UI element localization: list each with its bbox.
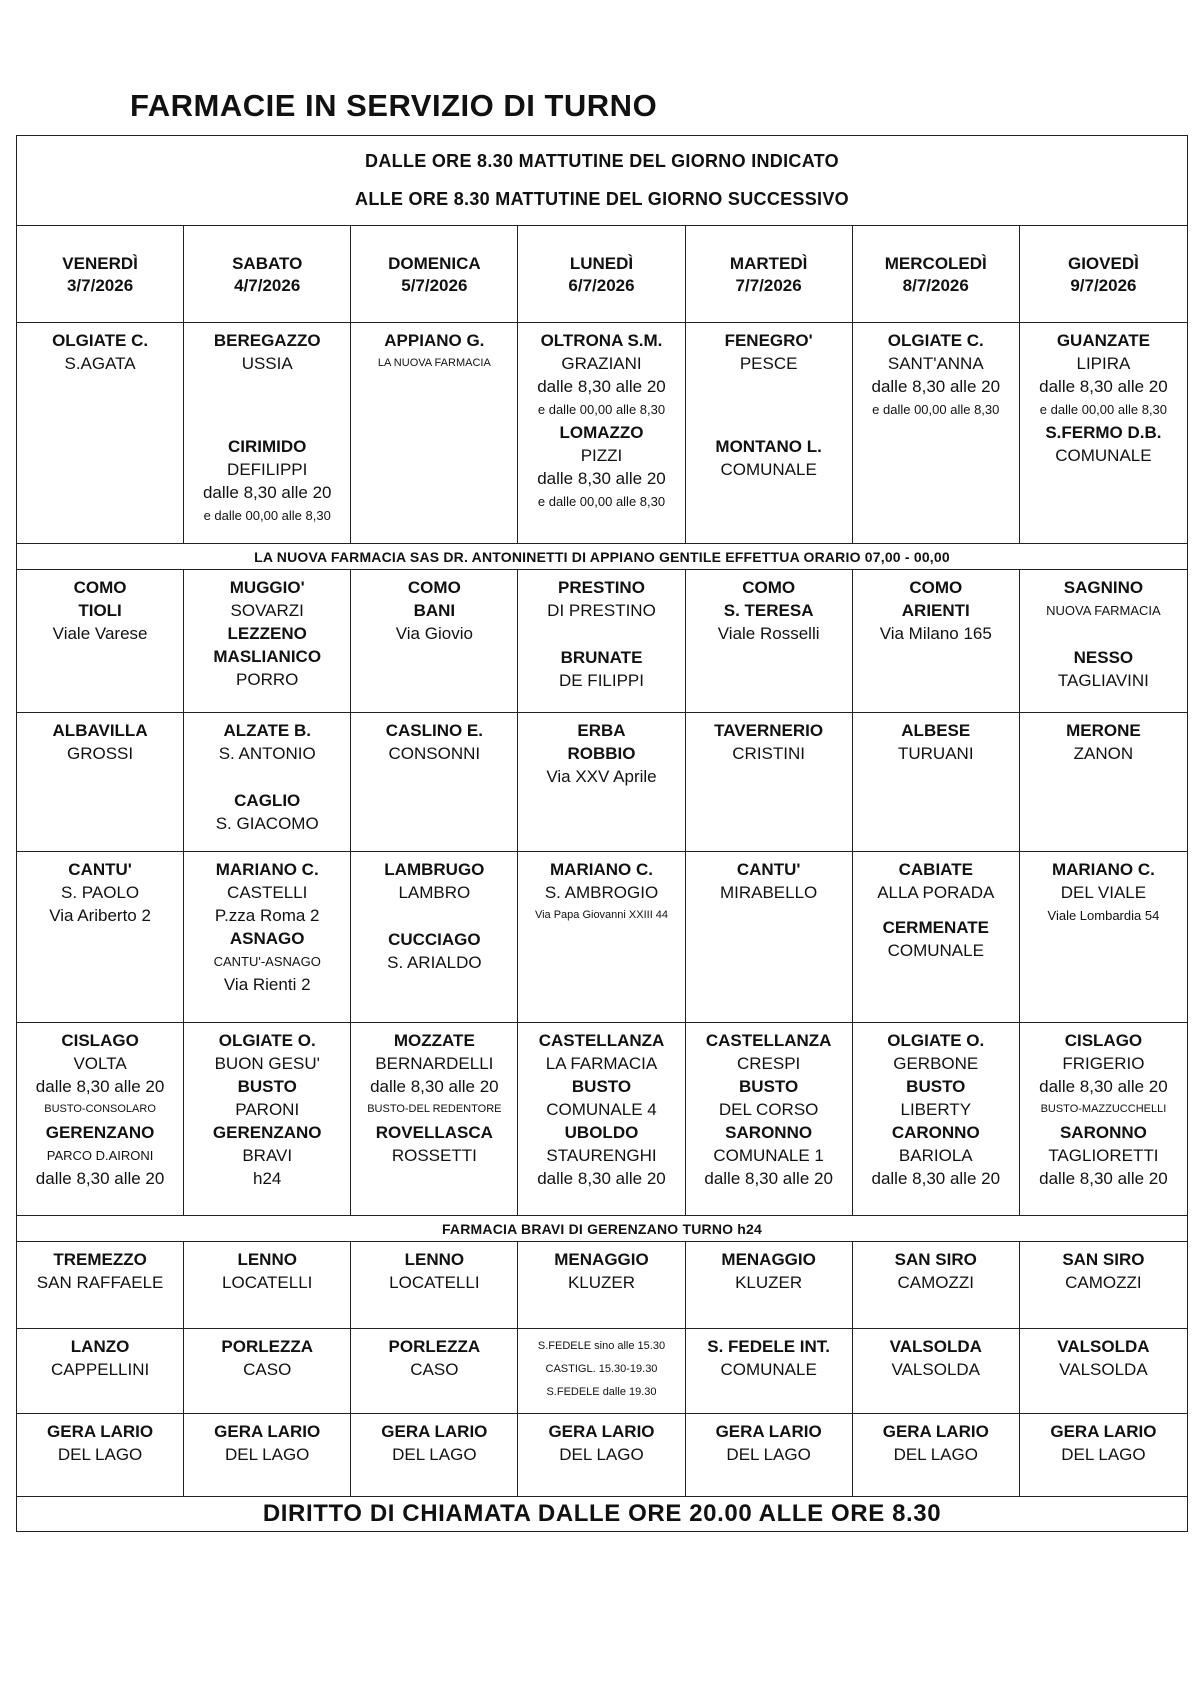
pharmacy-detail: COMUNALE <box>720 1360 817 1379</box>
pharmacy-locality: MASLIANICO <box>213 647 322 666</box>
pharmacy-detail: P.zza Roma 2 <box>214 906 320 925</box>
pharmacy-detail: DI PRESTINO <box>547 601 656 620</box>
pharmacy-detail: CAMOZZI <box>897 1273 975 1292</box>
pharmacy-detail: LAMBRO <box>398 883 471 902</box>
pharmacy-detail: dalle 8,30 alle 20 <box>1039 1169 1168 1188</box>
pharmacy-cell <box>17 1329 184 1413</box>
pharmacy-locality: ALBAVILLA <box>52 721 148 740</box>
pharmacy-detail: TAGLIORETTI <box>1048 1146 1159 1165</box>
days-header-row <box>17 226 1187 323</box>
pharmacy-cell <box>686 713 853 851</box>
pharmacy-detail: S.FEDELE dalle 19.30 <box>546 1386 657 1398</box>
spacer <box>857 904 1015 916</box>
spacer <box>355 904 513 928</box>
pharmacy-detail: dalle 8,30 alle 20 <box>370 1077 499 1096</box>
pharmacy-locality: BUSTO <box>739 1077 799 1096</box>
pharmacy-locality: MARIANO C. <box>550 860 653 879</box>
pharmacy-detail: ALLA PORADA <box>877 883 995 902</box>
pharmacy-cell <box>518 713 685 851</box>
pharmacy-locality: APPIANO G. <box>384 331 485 350</box>
pharmacy-cell <box>17 852 184 1022</box>
pharmacy-detail: FRIGERIO <box>1062 1054 1145 1073</box>
pharmacy-locality: OLGIATE C. <box>52 331 149 350</box>
pharmacy-detail: DEL LAGO <box>726 1445 811 1464</box>
pharmacy-detail: DEL LAGO <box>1061 1445 1146 1464</box>
pharmacy-cell <box>853 323 1020 543</box>
pharmacy-cell <box>1020 1414 1187 1496</box>
pharmacy-cell <box>518 1329 685 1413</box>
day-header <box>518 226 685 322</box>
pharmacy-detail: BERNARDELLI <box>375 1054 494 1073</box>
schedule-row <box>17 1242 1187 1329</box>
pharmacy-detail: e dalle 00,00 alle 8,30 <box>537 402 666 417</box>
pharmacy-locality: MARIANO C. <box>215 860 319 879</box>
pharmacy-locality: GERA LARIO <box>882 1422 989 1441</box>
pharmacy-locality: TREMEZZO <box>53 1250 147 1269</box>
pharmacy-locality: LENNO <box>237 1250 297 1269</box>
pharmacy-locality: OLGIATE C. <box>887 331 984 350</box>
pharmacy-cell <box>1020 570 1187 712</box>
pharmacy-cell <box>17 1023 184 1215</box>
pharmacy-locality: COMO <box>909 578 963 597</box>
pharmacy-detail: Viale Lombardia 54 <box>1047 908 1160 923</box>
pharmacy-detail: Via Papa Giovanni XXIII 44 <box>534 909 669 921</box>
pharmacy-locality: LAMBRUGO <box>384 860 485 879</box>
pharmacy-detail: dalle 8,30 alle 20 <box>1039 377 1168 396</box>
pharmacy-detail: e dalle 00,00 alle 8,30 <box>203 508 331 523</box>
day-header <box>17 226 184 322</box>
pharmacy-locality: ALBESE <box>901 721 971 740</box>
pharmacy-detail: GERBONE <box>893 1054 979 1073</box>
pharmacy-detail: Via Ariberto 2 <box>49 906 151 925</box>
pharmacy-cell <box>518 1414 685 1496</box>
day-name: DOMENICA <box>388 254 481 273</box>
pharmacy-locality: PORLEZZA <box>221 1337 314 1356</box>
pharmacy-locality: BUSTO <box>237 1077 297 1096</box>
pharmacy-locality: OLGIATE O. <box>887 1031 985 1050</box>
pharmacy-cell <box>351 570 518 712</box>
pharmacy-detail: BUSTO-CONSOLARO <box>44 1103 156 1115</box>
pharmacy-cell <box>686 570 853 712</box>
hours-line-from: DALLE ORE 8.30 MATTUTINE DEL GIORNO INDICATO <box>365 150 839 171</box>
pharmacy-locality: SARONNO <box>725 1123 813 1142</box>
day-name: MARTEDÌ <box>729 254 808 273</box>
spacer <box>188 399 346 423</box>
pharmacy-locality: SAGNINO <box>1063 578 1144 597</box>
pharmacy-cell <box>853 1242 1020 1328</box>
pharmacy-detail: TAGLIAVINI <box>1057 671 1149 690</box>
pharmacy-detail: DEL LAGO <box>57 1445 143 1464</box>
pharmacy-cell <box>518 852 685 1022</box>
pharmacy-detail: S.FEDELE sino alle 15.30 <box>537 1340 666 1352</box>
pharmacy-cell <box>1020 713 1187 851</box>
day-date: 6/7/2026 <box>568 276 635 295</box>
pharmacy-locality: CASLINO E. <box>385 721 483 740</box>
day-date: 8/7/2026 <box>902 276 969 295</box>
pharmacy-cell <box>184 1023 351 1215</box>
pharmacy-detail: PESCE <box>739 354 798 373</box>
pharmacy-locality: CISLAGO <box>1064 1031 1143 1050</box>
pharmacy-detail: BUSTO-DEL REDENTORE <box>367 1103 502 1115</box>
pharmacy-locality: BRUNATE <box>560 648 643 667</box>
schedule-row <box>17 1414 1187 1497</box>
pharmacy-cell <box>518 1242 685 1328</box>
pharmacy-locality: MONTANO L. <box>715 437 822 456</box>
pharmacy-cell <box>518 570 685 712</box>
day-header <box>686 226 853 322</box>
pharmacy-cell <box>17 1414 184 1496</box>
pharmacy-detail: PIZZI <box>580 446 623 465</box>
pharmacy-locality: LENNO <box>404 1250 465 1269</box>
pharmacy-locality: COMO <box>407 578 461 597</box>
pharmacy-detail: ROSSETTI <box>391 1146 477 1165</box>
pharmacy-cell <box>184 713 351 851</box>
pharmacy-cell <box>351 1242 518 1328</box>
spacer <box>188 375 346 399</box>
pharmacy-detail: COMUNALE <box>887 941 984 960</box>
pharmacy-detail: S. ARIALDO <box>387 953 482 972</box>
day-date: 9/7/2026 <box>1070 276 1137 295</box>
pharmacy-detail: e dalle 00,00 alle 8,30 <box>872 402 1000 417</box>
pharmacy-cell <box>184 1414 351 1496</box>
pharmacy-cell <box>853 852 1020 1022</box>
pharmacy-detail: LOCATELLI <box>389 1273 480 1292</box>
day-header <box>351 226 518 322</box>
pharmacy-detail: dalle 8,30 alle 20 <box>871 377 1001 396</box>
pharmacy-detail: GROSSI <box>67 744 134 763</box>
pharmacy-locality: PORLEZZA <box>388 1337 481 1356</box>
pharmacy-detail: LIBERTY <box>900 1100 972 1119</box>
pharmacy-locality: ROVELLASCA <box>375 1123 493 1142</box>
pharmacy-cell <box>1020 1023 1187 1215</box>
pharmacy-cell <box>853 1414 1020 1496</box>
pharmacy-locality: GERA LARIO <box>1050 1422 1157 1441</box>
pharmacy-cell <box>184 570 351 712</box>
day-date: 5/7/2026 <box>401 276 468 295</box>
pharmacy-cell <box>351 1329 518 1413</box>
schedule-row <box>17 1023 1187 1216</box>
pharmacy-detail: STAURENGHI <box>546 1146 657 1165</box>
pharmacy-detail: COMUNALE 4 <box>546 1100 657 1119</box>
pharmacy-detail: GRAZIANI <box>561 354 642 373</box>
pharmacy-detail: CANTU'-ASNAGO <box>213 954 321 969</box>
pharmacy-cell <box>686 1023 853 1215</box>
pharmacy-detail: SANT'ANNA <box>887 354 984 373</box>
pharmacy-locality: COMO <box>742 578 796 597</box>
day-date: 3/7/2026 <box>66 276 134 295</box>
pharmacy-detail: PARCO D.AIRONI <box>46 1148 154 1163</box>
pharmacy-cell <box>351 1023 518 1215</box>
pharmacy-locality: MERONE <box>1066 721 1141 740</box>
pharmacy-detail: dalle 8,30 alle 20 <box>35 1169 165 1188</box>
schedule-row <box>17 1329 1187 1414</box>
pharmacy-detail: dalle 8,30 alle 20 <box>537 469 666 488</box>
pharmacy-detail: BARIOLA <box>898 1146 973 1165</box>
pharmacy-detail: Via Rienti 2 <box>223 975 311 994</box>
schedule-row <box>17 713 1187 852</box>
pharmacy-detail: CASTELLI <box>227 883 308 902</box>
pharmacy-cell <box>184 1242 351 1328</box>
pharmacy-locality: BEREGAZZO <box>213 331 321 350</box>
pharmacy-locality: GERA LARIO <box>548 1422 655 1441</box>
schedule-row <box>17 323 1187 544</box>
pharmacy-locality: CAGLIO <box>234 791 301 810</box>
pharmacy-cell <box>853 1329 1020 1413</box>
pharmacy-locality: SAN SIRO <box>1062 1250 1145 1269</box>
pharmacy-detail: DEL LAGO <box>559 1445 644 1464</box>
pharmacy-locality: ERBA <box>577 721 626 740</box>
pharmacy-detail: dalle 8,30 alle 20 <box>537 377 666 396</box>
pharmacy-detail: CONSONNI <box>388 744 481 763</box>
pharmacy-locality: BANI <box>413 601 456 620</box>
pharmacy-detail: SAN RAFFAELE <box>36 1273 164 1292</box>
pharmacy-locality: GUANZATE <box>1056 331 1150 350</box>
pharmacy-locality: TAVERNERIO <box>714 721 824 740</box>
pharmacy-locality: GERENZANO <box>45 1123 155 1142</box>
pharmacy-locality: BUSTO <box>906 1077 966 1096</box>
pharmacy-cell <box>17 713 184 851</box>
pharmacy-cell <box>184 852 351 1022</box>
pharmacy-locality: OLGIATE O. <box>218 1031 316 1050</box>
spacer <box>522 622 680 646</box>
spacer <box>690 399 848 423</box>
duty-schedule-table <box>16 135 1188 1532</box>
pharmacy-cell <box>184 1329 351 1413</box>
pharmacy-detail: COMUNALE <box>720 460 817 479</box>
pharmacy-locality: FENEGRO' <box>724 331 813 350</box>
pharmacy-detail: NUOVA FARMACIA <box>1046 603 1161 618</box>
pharmacy-detail: S. ANTONIO <box>218 744 316 763</box>
call-fee-footer: DIRITTO DI CHIAMATA DALLE ORE 20.00 ALLE ORE 8.30 <box>262 1500 942 1527</box>
pharmacy-locality: MENAGGIO <box>721 1250 816 1269</box>
pharmacy-locality: CISLAGO <box>61 1031 139 1050</box>
pharmacy-cell <box>686 1414 853 1496</box>
spacer <box>690 375 848 399</box>
pharmacy-locality: GERA LARIO <box>47 1422 154 1441</box>
pharmacy-cell <box>184 323 351 543</box>
pharmacy-detail: CRISTINI <box>732 744 805 763</box>
pharmacy-detail: dalle 8,30 alle 20 <box>537 1169 666 1188</box>
pharmacy-detail: MIRABELLO <box>719 883 818 902</box>
pharmacy-detail: CASO <box>243 1360 292 1379</box>
pharmacy-detail: Via Giovio <box>395 624 473 643</box>
hours-line-to: ALLE ORE 8.30 MATTUTINE DEL GIORNO SUCCESSIVO <box>355 189 849 210</box>
pharmacy-detail: BRAVI <box>242 1146 293 1165</box>
pharmacy-locality: TIOLI <box>78 601 122 620</box>
pharmacy-detail: VOLTA <box>73 1054 127 1073</box>
day-name: VENERDÌ <box>62 254 138 273</box>
pharmacy-detail: Viale Varese <box>52 624 148 643</box>
pharmacy-locality: MENAGGIO <box>554 1250 649 1269</box>
pharmacy-detail: dalle 8,30 alle 20 <box>1039 1077 1168 1096</box>
pharmacy-detail: PARONI <box>235 1100 300 1119</box>
pharmacy-cell <box>351 852 518 1022</box>
pharmacy-cell <box>518 1023 685 1215</box>
notice-appiano: LA NUOVA FARMACIA SAS DR. ANTONINETTI DI APPIANO GENTILE EFFETTUA ORARIO 07,00 - 00,00 <box>17 544 1187 570</box>
pharmacy-cell <box>351 323 518 543</box>
pharmacy-locality: CANTU' <box>736 860 801 879</box>
pharmacy-cell <box>1020 323 1187 543</box>
pharmacy-detail: dalle 8,30 alle 20 <box>202 483 332 502</box>
pharmacy-locality: VALSOLDA <box>1057 1337 1150 1356</box>
pharmacy-locality: CUCCIAGO <box>388 930 481 949</box>
schedule-row <box>17 570 1187 713</box>
pharmacy-detail: DEL LAGO <box>893 1445 978 1464</box>
pharmacy-detail: h24 <box>253 1169 282 1188</box>
page-title: FARMACIE IN SERVIZIO DI TURNO <box>130 88 658 123</box>
pharmacy-detail: BUON GESU' <box>214 1054 320 1073</box>
pharmacy-cell <box>686 852 853 1022</box>
pharmacy-locality: S. TERESA <box>723 601 814 620</box>
pharmacy-detail: DEL CORSO <box>718 1100 819 1119</box>
pharmacy-detail: S. GIACOMO <box>215 814 319 833</box>
pharmacy-locality: PRESTINO <box>558 578 645 597</box>
pharmacy-detail: TURUANI <box>897 744 974 763</box>
pharmacy-detail: LIPIRA <box>1076 354 1131 373</box>
pharmacy-locality: CASTELLANZA <box>705 1031 832 1050</box>
notice-gerenzano: FARMACIA BRAVI DI GERENZANO TURNO h24 <box>17 1216 1187 1242</box>
day-name: GIOVEDÌ <box>1067 254 1139 273</box>
pharmacy-locality: ALZATE B. <box>223 721 311 740</box>
pharmacy-cell <box>686 1329 853 1413</box>
day-header <box>184 226 351 322</box>
pharmacy-detail: KLUZER <box>735 1273 803 1292</box>
pharmacy-locality: GERA LARIO <box>715 1422 822 1441</box>
pharmacy-detail: CASTIGL. 15.30-19.30 <box>545 1363 658 1375</box>
pharmacy-detail: PORRO <box>236 670 299 689</box>
pharmacy-locality: SARONNO <box>1059 1123 1147 1142</box>
pharmacy-detail: CAMOZZI <box>1065 1273 1142 1292</box>
pharmacy-locality: MARIANO C. <box>1051 860 1155 879</box>
pharmacy-detail: Via XXV Aprile <box>546 767 657 786</box>
pharmacy-detail: DEL LAGO <box>392 1445 477 1464</box>
pharmacy-locality: GERA LARIO <box>381 1422 488 1441</box>
pharmacy-locality: COMO <box>73 578 127 597</box>
pharmacy-cell <box>17 323 184 543</box>
pharmacy-locality: GERENZANO <box>212 1123 322 1142</box>
day-header <box>853 226 1020 322</box>
day-date: 4/7/2026 <box>234 276 301 295</box>
pharmacy-detail: BUSTO-MAZZUCCHELLI <box>1040 1103 1167 1115</box>
day-date: 7/7/2026 <box>735 276 802 295</box>
pharmacy-locality: BUSTO <box>571 1077 632 1096</box>
pharmacy-locality: SAN SIRO <box>894 1250 977 1269</box>
pharmacy-locality: ROBBIO <box>567 744 636 763</box>
pharmacy-detail: VALSOLDA <box>1059 1360 1148 1379</box>
pharmacy-detail: S.AGATA <box>64 354 136 373</box>
pharmacy-cell <box>853 570 1020 712</box>
pharmacy-locality: CASTELLANZA <box>538 1031 665 1050</box>
spacer <box>1024 622 1183 646</box>
pharmacy-detail: dalle 8,30 alle 20 <box>35 1077 165 1096</box>
day-name: LUNEDÌ <box>569 254 634 273</box>
pharmacy-locality: MUGGIO' <box>229 578 305 597</box>
pharmacy-detail: COMUNALE 1 <box>713 1146 824 1165</box>
pharmacy-locality: LOMAZZO <box>559 423 644 442</box>
pharmacy-detail: S. PAOLO <box>61 883 140 902</box>
pharmacy-locality: ARIENTI <box>901 601 970 620</box>
pharmacy-detail: LA FARMACIA <box>545 1054 658 1073</box>
pharmacy-detail: CAPPELLINI <box>50 1360 150 1379</box>
day-header <box>1020 226 1187 322</box>
pharmacy-locality: LEZZENO <box>227 624 307 643</box>
pharmacy-detail: LA NUOVA FARMACIA <box>377 357 491 369</box>
pharmacy-locality: OLTRONA S.M. <box>540 331 663 350</box>
hours-header <box>17 136 1187 226</box>
pharmacy-cell <box>686 1242 853 1328</box>
pharmacy-detail: Viale Rosselli <box>717 624 820 643</box>
pharmacy-detail: e dalle 00,00 alle 8,30 <box>537 494 666 509</box>
pharmacy-detail: CASO <box>410 1360 459 1379</box>
pharmacy-detail: S. AMBROGIO <box>544 883 659 902</box>
pharmacy-locality: VALSOLDA <box>889 1337 982 1356</box>
pharmacy-cell <box>686 323 853 543</box>
pharmacy-detail: KLUZER <box>567 1273 636 1292</box>
pharmacy-detail: e dalle 00,00 alle 8,30 <box>1039 402 1168 417</box>
pharmacy-locality: UBOLDO <box>564 1123 639 1142</box>
pharmacy-locality: GERA LARIO <box>214 1422 321 1441</box>
pharmacy-cell <box>853 1023 1020 1215</box>
pharmacy-cell <box>17 570 184 712</box>
pharmacy-cell <box>518 323 685 543</box>
pharmacy-detail: ZANON <box>1073 744 1134 763</box>
pharmacy-detail: COMUNALE <box>1055 446 1152 465</box>
pharmacy-detail: VALSOLDA <box>891 1360 981 1379</box>
pharmacy-detail: CRESPI <box>736 1054 801 1073</box>
pharmacy-detail: LOCATELLI <box>222 1273 313 1292</box>
pharmacy-locality: CARONNO <box>891 1123 980 1142</box>
pharmacy-detail: USSIA <box>241 354 293 373</box>
pharmacy-detail: dalle 8,30 alle 20 <box>704 1169 833 1188</box>
day-name: MERCOLEDÌ <box>884 254 987 273</box>
schedule-row <box>17 852 1187 1023</box>
pharmacy-locality: NESSO <box>1073 648 1134 667</box>
pharmacy-locality: LANZO <box>70 1337 130 1356</box>
pharmacy-locality: CANTU' <box>68 860 132 879</box>
pharmacy-cell <box>1020 852 1187 1022</box>
spacer <box>690 423 848 435</box>
pharmacy-detail: DEL VIALE <box>1060 883 1147 902</box>
pharmacy-locality: CERMENATE <box>882 918 989 937</box>
pharmacy-locality: ASNAGO <box>229 929 305 948</box>
pharmacy-locality: CIRIMIDO <box>228 437 307 456</box>
pharmacy-detail: dalle 8,30 alle 20 <box>871 1169 1001 1188</box>
pharmacy-detail: Via Milano 165 <box>879 624 992 643</box>
spacer <box>188 765 346 789</box>
spacer <box>188 423 346 435</box>
day-name: SABATO <box>232 254 303 273</box>
pharmacy-detail: DEL LAGO <box>225 1445 310 1464</box>
pharmacy-detail: SOVARZI <box>230 601 304 620</box>
pharmacy-locality: S.FERMO D.B. <box>1045 423 1162 442</box>
pharmacy-cell <box>1020 1242 1187 1328</box>
pharmacy-cell <box>351 713 518 851</box>
pharmacy-cell <box>1020 1329 1187 1413</box>
pharmacy-locality: MOZZATE <box>393 1031 475 1050</box>
pharmacy-detail: DE FILIPPI <box>558 671 644 690</box>
pharmacy-locality: CABIATE <box>898 860 973 879</box>
pharmacy-locality: S. FEDELE INT. <box>707 1337 831 1356</box>
pharmacy-cell <box>17 1242 184 1328</box>
pharmacy-cell <box>853 713 1020 851</box>
pharmacy-cell <box>351 1414 518 1496</box>
pharmacy-detail: DEFILIPPI <box>227 460 308 479</box>
